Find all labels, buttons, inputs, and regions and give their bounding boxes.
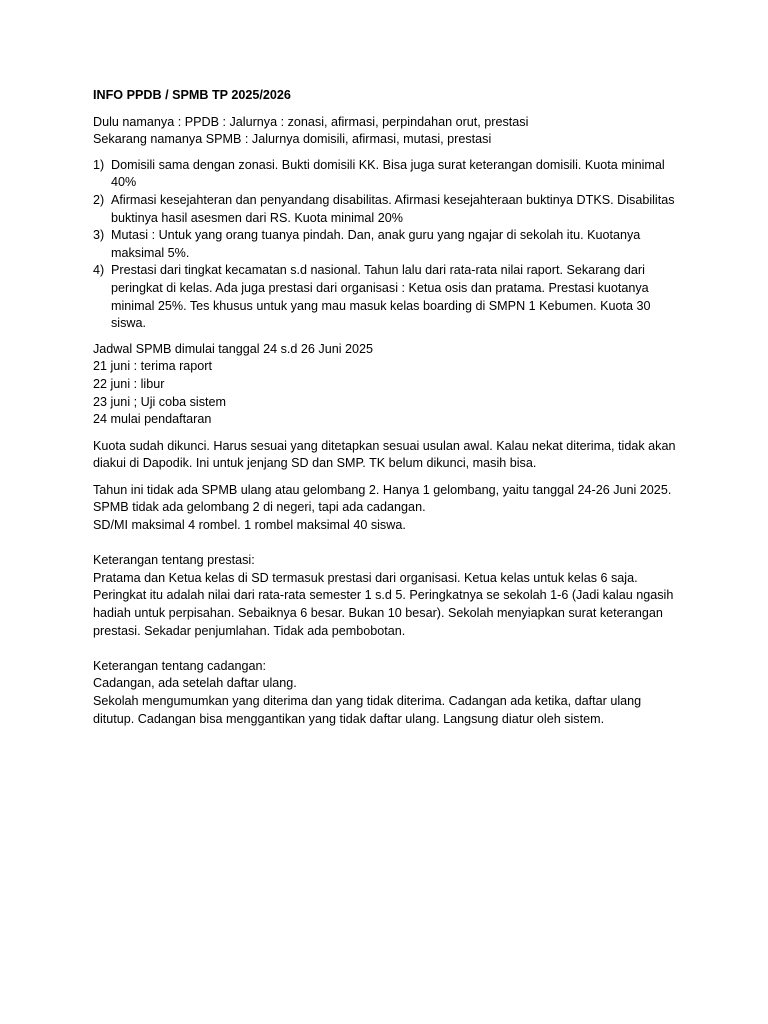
cadangan-heading: Keterangan tentang cadangan: — [93, 658, 266, 673]
list-item-line: buktinya hasil asesmen dari RS. Kuota minimal 20% — [111, 210, 403, 225]
prestasi-section — [93, 552, 693, 640]
prestasi-line: Pratama dan Ketua kelas di SD termasuk prestasi dari organisasi. Ketua kelas untuk kelas 6 saja. — [93, 570, 638, 585]
quota-line: Kuota sudah dikunci. Harus sesuai yang ditetapkan sesuai usulan awal. Kalau nekat diterima, tidak akan — [93, 438, 676, 453]
wave-section — [93, 482, 693, 535]
list-item — [93, 192, 693, 227]
prestasi-heading: Keterangan tentang prestasi: — [93, 553, 255, 568]
list-item — [93, 262, 693, 332]
quota-section — [93, 438, 693, 473]
list-item-line: siswa. — [111, 316, 146, 331]
list-number: 3) — [93, 228, 105, 243]
list-item-line: peringkat di kelas. Ada juga prestasi dari organisasi : Ketua osis dan pratama. Prestasi kuotanya — [111, 280, 649, 295]
wave-line: SPMB tidak ada gelombang 2 di negeri, tapi ada cadangan. — [93, 500, 426, 515]
schedule-line: Jadwal SPMB dimulai tanggal 24 s.d 26 Juni 2025 — [93, 341, 374, 356]
intro-line: Sekarang namanya SPMB : Jalurnya domisili, afirmasi, mutasi, prestasi — [93, 132, 492, 147]
intro-line: Dulu namanya : PPDB : Jalurnya : zonasi, afirmasi, perpindahan orut, prestasi — [93, 114, 529, 129]
list-item — [93, 157, 693, 192]
prestasi-line: Peringkat itu adalah nilai dari rata-rata semester 1 s.d 5. Peringkatnya se sekolah 1-6 (Jadi kalau ngasih — [93, 588, 674, 603]
list-item — [93, 227, 693, 262]
schedule-line: 22 juni : libur — [93, 376, 165, 391]
cadangan-line: Cadangan, ada setelah daftar ulang. — [93, 676, 297, 691]
list-number: 1) — [93, 157, 105, 172]
wave-line: Tahun ini tidak ada SPMB ulang atau gelombang 2. Hanya 1 gelombang, yaitu tanggal 24-26 Juni 2025. — [93, 482, 672, 497]
intro-section — [93, 114, 693, 149]
quota-line: diakui di Dapodik. Ini untuk jenjang SD dan SMP. TK belum dikunci, masih bisa. — [93, 456, 537, 471]
list-number: 2) — [93, 192, 105, 207]
list-item-line: Prestasi dari tingkat kecamatan s.d nasional. Tahun lalu dari rata-rata nilai raport. Sekarang dari — [111, 263, 645, 278]
cadangan-line: ditutup. Cadangan bisa menggantikan yang tidak daftar ulang. Langsung diatur oleh sistem. — [93, 711, 605, 726]
list-number: 4) — [93, 263, 105, 278]
list-item-line: Domisili sama dengan zonasi. Bukti domisili KK. Bisa juga surat keterangan domisili. Kuota minimal — [111, 157, 665, 172]
cadangan-section — [93, 658, 693, 728]
jalur-list — [93, 157, 693, 333]
list-item-line: maksimal 5%. — [111, 245, 190, 260]
document-title: INFO PPDB / SPMB TP 2025/2026 — [93, 88, 291, 102]
schedule-line: 24 mulai pendaftaran — [93, 412, 212, 427]
document-page — [93, 87, 693, 728]
list-item-line: Afirmasi kesejahteran dan penyandang disabilitas. Afirmasi kesejahteraan buktinya DTKS. Disabilitas — [111, 192, 675, 207]
wave-line: SD/MI maksimal 4 rombel. 1 rombel maksimal 40 siswa. — [93, 518, 406, 533]
list-item-line: 40% — [111, 175, 137, 190]
schedule-line: 21 juni : terima raport — [93, 359, 212, 374]
schedule-section — [93, 341, 693, 429]
cadangan-line: Sekolah mengumumkan yang diterima dan yang tidak diterima. Cadangan ada ketika, daftar ulang — [93, 694, 642, 708]
list-item-line: minimal 25%. Tes khusus untuk yang mau masuk kelas boarding di SMPN 1 Kebumen. Kuota 30 — [111, 298, 651, 313]
prestasi-line: hadiah untuk perpisahan. Sebaiknya 6 besar. Bukan 10 besar). Sekolah menyiapkan surat keterangan — [93, 606, 663, 621]
schedule-line: 23 juni ; Uji coba sistem — [93, 394, 226, 409]
list-item-line: Mutasi : Untuk yang orang tuanya pindah. Dan, anak guru yang ngajar di sekolah itu. Kuotanya — [111, 228, 641, 243]
prestasi-line: prestasi. Sekadar penjumlahan. Tidak ada pembobotan. — [93, 623, 406, 638]
